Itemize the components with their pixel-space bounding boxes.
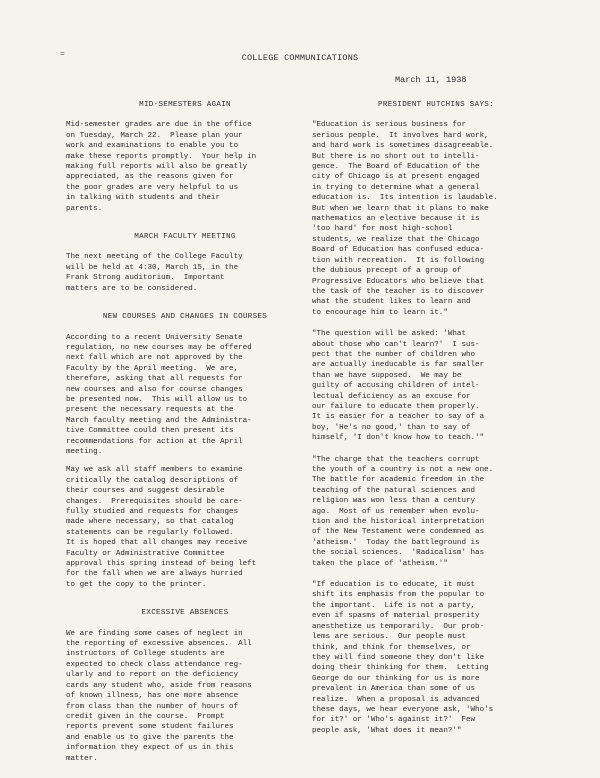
text-line: the dubious precept of a group of (312, 267, 462, 276)
text-line: But when we learn that it plans to make (312, 204, 489, 213)
text-line: We are finding some cases of neglect in (66, 629, 243, 638)
left-column (66, 100, 304, 778)
text-line: 'too hard' for most high-school (312, 225, 453, 234)
text-line: "If education is to educate, it must (312, 581, 476, 590)
text-line: "The question will be asked: 'What (312, 330, 466, 339)
text-line: making full reports will also be greatly (66, 163, 248, 172)
text-line: ago. Most of us remember when evolu- (312, 507, 480, 516)
text-line: expected to check class attendance reg- (66, 660, 243, 669)
text-line: make these reports promptly. Your help in (66, 152, 257, 161)
text-line: Mid-semester grades are due in the office (66, 121, 252, 130)
text-line: religion was won less than a century (312, 497, 476, 506)
quote-paragraph (312, 329, 560, 443)
section-faculty-meeting (66, 232, 304, 294)
section-excessive-absences (66, 608, 304, 764)
memo-date: March 11, 1938 (395, 75, 467, 85)
text-line: taken the place of 'atheism.'" (312, 559, 448, 568)
text-line: recommendations for action at the April (66, 437, 243, 446)
text-line: the task of the teacher is to discover (312, 287, 485, 296)
text-line: appreciated, as the reasons given for (66, 173, 234, 182)
text-line: their courses and suggest desirable (66, 487, 225, 496)
text-line: parents. (66, 204, 103, 213)
text-line: serious people. It involves hard work, (312, 131, 489, 140)
text-line: boy, 'He's no good,' than to say of (312, 423, 471, 432)
text-line: therefore, asking that all requests for (66, 375, 243, 384)
paragraph (66, 629, 304, 764)
text-line: March faculty meeting and the Administra- (66, 416, 252, 425)
text-line: prevalent in America than some of us (312, 685, 476, 694)
text-line: Faculty or Administrative Committee (66, 549, 225, 558)
text-line: of known illness, has one more absence (66, 692, 239, 701)
text-line: It is easier for a teacher to say of a (312, 413, 485, 422)
text-line: meeting. (66, 447, 103, 456)
text-line: than we have supposed. We may be (312, 371, 462, 380)
text-line: fully studied and requests for changes (66, 508, 239, 516)
text-line: city of Chicago is at present engaged (312, 173, 480, 182)
text-line: lems are serious. Our people must (312, 633, 466, 642)
section-heading: PRESIDENT HUTCHINS SAYS: (378, 101, 494, 109)
text-line: about those who can't learn?' I sus- (312, 340, 480, 349)
text-line: guilty of accusing children of intel- (312, 382, 480, 391)
text-line: shift its emphasis from the popular to (312, 591, 485, 600)
text-line: The battle for academic freedom in the (312, 476, 485, 485)
text-line: students, we realize that the Chicago (312, 235, 480, 244)
right-column (312, 100, 560, 747)
text-line: It is hoped that all changes may receive (66, 539, 248, 548)
section-heading: MARCH FACULTY MEETING (134, 233, 236, 242)
text-line: on Tuesday, March 22. Please plan your (66, 131, 243, 140)
text-line: these days, we hear everyone ask, 'Who's (312, 705, 494, 714)
text-line: Faculty by the April meeting. We are, (66, 364, 239, 373)
text-line: realize. When a proposal is advanced (312, 695, 480, 704)
text-line: what the student likes to learn and (312, 298, 471, 307)
text-line: "Education is serious business for (312, 121, 466, 130)
section-heading: EXCESSIVE ABSENCES (141, 609, 229, 618)
text-line: and enable us to give the parents the (66, 733, 234, 742)
text-line: and hard work is sometimes disagreeable. (312, 142, 494, 151)
text-line: are actually ineducable is far smaller (312, 361, 485, 370)
text-line: cards any student who, aside from reasons (66, 681, 252, 690)
section-new-courses (66, 312, 304, 590)
text-line: from class than the number of hours of (66, 702, 239, 711)
text-line: to get the copy to the printer. (66, 580, 207, 589)
text-line: critically the catalog descriptions of (66, 476, 239, 485)
text-line: matter. (66, 754, 98, 763)
quote-paragraph (312, 120, 560, 318)
text-line: think, and think for themselves, or (312, 643, 471, 652)
text-line: But there is no short out to intelli- (312, 152, 480, 161)
text-line: the reporting of excessive absences. All (66, 640, 252, 649)
section-heading: MID-SEMESTERS AGAIN (139, 101, 231, 109)
quote-paragraph (312, 580, 560, 736)
text-line: people ask, 'What does it mean?'" (312, 726, 462, 735)
section-heading: NEW COURSES AND CHANGES IN COURSES (102, 313, 268, 322)
text-line: they will find someone they don't like (312, 653, 485, 662)
text-line: George do our thinking for us is more (312, 674, 480, 683)
text-line: approval this spring instead of being left (66, 560, 257, 569)
text-line: reports prevent some student failures (66, 723, 234, 732)
text-line: credit given in the course. Prompt (66, 712, 225, 721)
text-line: tion with recreation. It is following (312, 256, 485, 265)
text-line: information they expect of us in this (66, 744, 234, 753)
text-line: tive Committee could then present its (66, 427, 234, 436)
paragraph (66, 252, 304, 294)
text-line: Frank Strong auditorium. Important (66, 274, 225, 283)
text-line: ularly and to report on the deficiency (66, 671, 239, 680)
text-line: statements can be regularly followed. (66, 528, 234, 537)
text-line: made where necessary, so that catalog (66, 518, 234, 527)
paragraph (66, 120, 304, 214)
page-title: COLLEGE COMMUNICATIONS (241, 53, 359, 63)
text-line: for it?' or 'Who's against it?' Few (312, 716, 476, 725)
text-line: gence. The Board of Education of the (312, 163, 480, 172)
text-line: even if spasms of material prosperity (312, 612, 480, 621)
text-line: to encourage him to learn it." (312, 308, 448, 317)
text-line: for the fall when we are always hurried (66, 570, 243, 579)
text-line: of the New Testament were condemned as (312, 528, 485, 537)
text-line: tion and the historical interpretation (312, 518, 485, 527)
text-line: 'atheism.' Today the battleground is (312, 538, 480, 547)
text-line: lectual deficiency as an excuse for (312, 392, 471, 401)
text-line: our failure to educate them properly. (312, 402, 480, 411)
text-line: The next meeting of the College Faculty (66, 253, 243, 262)
text-line: work and examinations to enable you to (66, 142, 239, 151)
quote-paragraph (312, 455, 560, 569)
text-line: pect that the number of children who (312, 350, 476, 359)
text-line: new courses and also for course changes (66, 385, 243, 394)
text-line: education is. Its intention is laudable. (312, 194, 498, 203)
text-line: in trying to determine what a general (312, 183, 480, 192)
text-line: in talking with students and their (66, 194, 220, 203)
text-line: the poor grades are very helpful to us (66, 183, 239, 192)
text-line: mathematics an elective because it is (312, 215, 480, 224)
paragraph (66, 333, 304, 458)
paragraph (66, 465, 304, 590)
text-line: next fall which are not approved by the (66, 354, 243, 363)
text-line: regulation, no new courses may be offered (66, 343, 252, 352)
text-line: Board of Education has confused educa- (312, 246, 485, 255)
text-line: doing their thinking for them. Letting (312, 664, 489, 673)
text-line: himself, 'I don't know how to teach.'" (312, 434, 485, 443)
text-line: the youth of a country is not a new one. (312, 466, 494, 474)
text-line: Progressive Educators who believe that (312, 277, 485, 286)
section-mid-semesters (66, 100, 304, 214)
text-line: changes. Prerequisites should be care- (66, 497, 243, 506)
corner-mark: = (60, 50, 65, 59)
text-line: According to a recent University Senate (66, 333, 243, 342)
text-line: anesthetize us temporarily. Our prob- (312, 622, 485, 631)
text-line: May we ask all staff members to examine (66, 466, 243, 475)
text-line: be presented now. This will allow us to (66, 395, 248, 404)
text-line: instructors of College students are (66, 650, 225, 659)
text-line: "The charge that the teachers corrupt (312, 455, 480, 464)
text-line: the social sciences. 'Radicalism' has (312, 549, 485, 558)
text-line: matters are to be considered. (66, 284, 198, 293)
text-line: the important. Life is not a party, (312, 601, 476, 610)
text-line: present the necessary requests at the (66, 406, 234, 415)
text-line: will be held at 4:30, March 15, in the (66, 263, 239, 272)
text-line: teaching of the natural sciences and (312, 486, 476, 495)
